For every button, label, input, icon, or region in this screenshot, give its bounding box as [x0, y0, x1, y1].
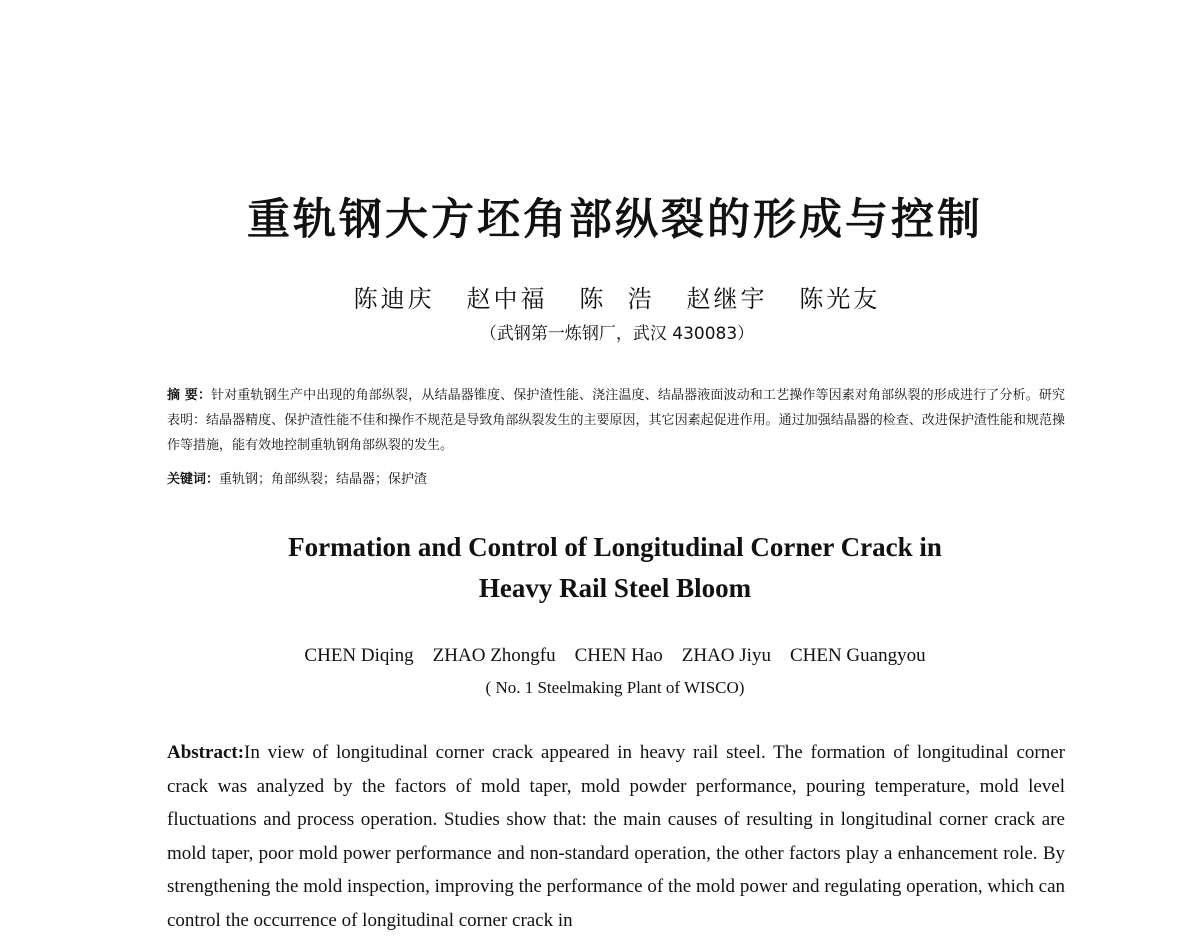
chinese-title: 重轨钢大方坯角部纵裂的形成与控制	[247, 195, 983, 245]
english-title-line-2: Heavy Rail Steel Bloom	[478, 573, 752, 603]
chinese-affiliation: （武钢第一炼钢厂，武汉 430083）	[479, 324, 755, 344]
chinese-abstract-label: 摘 要：	[167, 388, 212, 403]
chinese-keywords	[167, 467, 427, 492]
chinese-abstract	[167, 383, 1065, 458]
english-authors: CHEN Diqing ZHAO Zhongfu CHEN Hao ZHAO Jiyu CHEN Guangyou	[304, 645, 926, 666]
english-abstract-text: In view of longitudinal corner crack appeared in heavy rail steel. The formation of longitudinal corner crack was analyzed by the factors of mold taper, mold powder performance, pouring temperature, mold level fluctuations and process operation. Studies show that: the main causes of resulting in longitudinal corner crack are mold taper, poor mold power performance and non-standard operation, the other factors play a enhancement role. By strengthening the mold inspection, improving the performance of the mold power and regulating operation, which can control the occurrence of longitudinal corner crack in	[167, 742, 1065, 931]
english-abstract	[167, 736, 1065, 937]
english-affiliation: ( No. 1 Steelmaking Plant of WISCO)	[485, 678, 745, 697]
english-abstract-label: Abstract:	[167, 742, 245, 763]
chinese-abstract-text: 针对重轨钢生产中出现的角部纵裂，从结晶器锥度、保护渣性能、浇注温度、结晶器液面波动和工艺操作等因素对角部纵裂的形成进行了分析。研究表明：结晶器精度、保护渣性能不佳和操作不规范是导致角部纵裂发生的主要原因，其它因素起促进作用。通过加强结晶器的检查、改进保护渣性能和规范操作等措施，能有效地控制重轨钢角部纵裂的发生。	[167, 388, 1065, 453]
chinese-keywords-text: 重轨钢；角部纵裂；结晶器；保护渣	[219, 472, 428, 487]
chinese-keywords-label: 关键词：	[167, 472, 220, 487]
english-title	[0, 527, 1200, 609]
chinese-authors: 陈迪庆 赵中福 陈 浩 赵继宇 陈光友	[353, 285, 881, 313]
english-title-line-1: Formation and Control of Longitudinal Corner Crack in	[288, 532, 942, 562]
